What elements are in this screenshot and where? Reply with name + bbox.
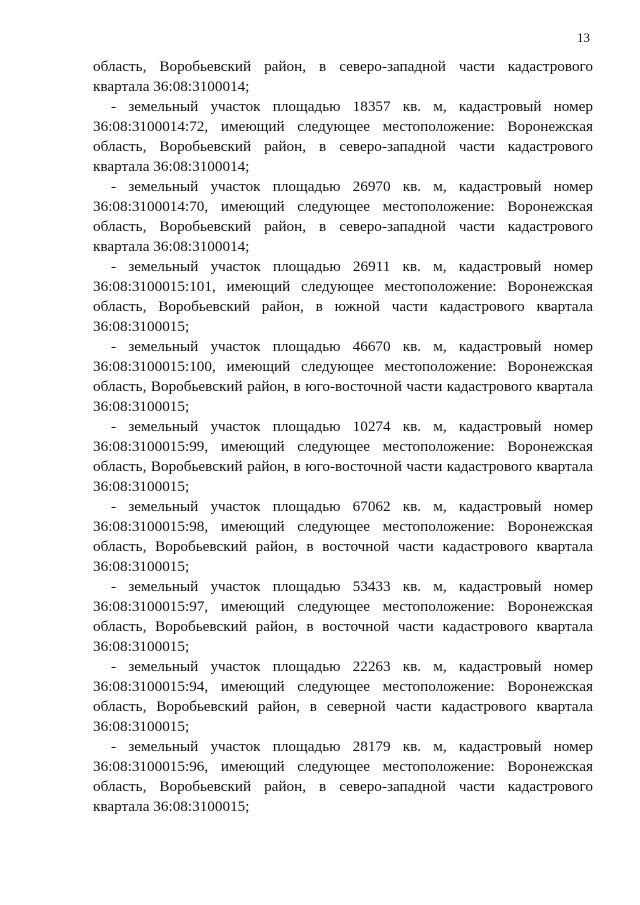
land-plot-item: - земельный участок площадью 26911 кв. м, кадастровый номер 36:08:3100015:101, имеющий следующее местоположение: Воронежская область, Воробьевский район, в южной части кадастрового квартала 36:08:3100015; [93,258,593,335]
land-plot-item: - земельный участок площадью 46670 кв. м, кадастровый номер 36:08:3100015:100, имеющий следующее местоположение: Воронежская область, Воробьевский район, в юго-восточной части кадастрового квартала 36:08:3100015; [93,338,593,415]
land-plot-item: - земельный участок площадью 26970 кв. м, кадастровый номер 36:08:3100014:70, имеющий следующее местоположение: Воронежская область, Воробьевский район, в северо-западной части кадастрового квартала 36:08:3100014; [93,178,593,255]
land-plot-item: - земельный участок площадью 67062 кв. м, кадастровый номер 36:08:3100015:98, имеющий следующее местоположение: Воронежская область, Воробьевский район, в восточной части кадастрового квартала 36:08:3100015; [93,498,593,575]
land-plot-item: - земельный участок площадью 10274 кв. м, кадастровый номер 36:08:3100015:99, имеющий следующее местоположение: Воронежская область, Воробьевский район, в юго-восточной части кадастрового квартала 36:08:3100015; [93,418,593,495]
land-plot-item: - земельный участок площадью 28179 кв. м, кадастровый номер 36:08:3100015:96, имеющий следующее местоположение: Воронежская область, Воробьевский район, в северо-западной части кадастрового квартала 36:08:3100015; [93,738,593,815]
land-plot-item: - земельный участок площадью 22263 кв. м, кадастровый номер 36:08:3100015:94, имеющий следующее местоположение: Воронежская область, Воробьевский район, в северной части кадастрового квартала 36:08:3100015; [93,658,593,735]
page-number: 13 [577,30,590,45]
land-plot-item: - земельный участок площадью 18357 кв. м, кадастровый номер 36:08:3100014:72, имеющий следующее местоположение: Воронежская область, Воробьевский район, в северо-западной части кадастрового квартала 36:08:3100014; [93,98,593,175]
land-plot-item: - земельный участок площадью 53433 кв. м, кадастровый номер 36:08:3100015:97, имеющий следующее местоположение: Воронежская область, Воробьевский район, в восточной части кадастрового квартала 36:08:3100015; [93,578,593,655]
paragraph-continuation: область, Воробьевский район, в северо-западной части кадастрового квартала 36:08:3100014; [93,58,593,95]
document-body [93,57,593,817]
